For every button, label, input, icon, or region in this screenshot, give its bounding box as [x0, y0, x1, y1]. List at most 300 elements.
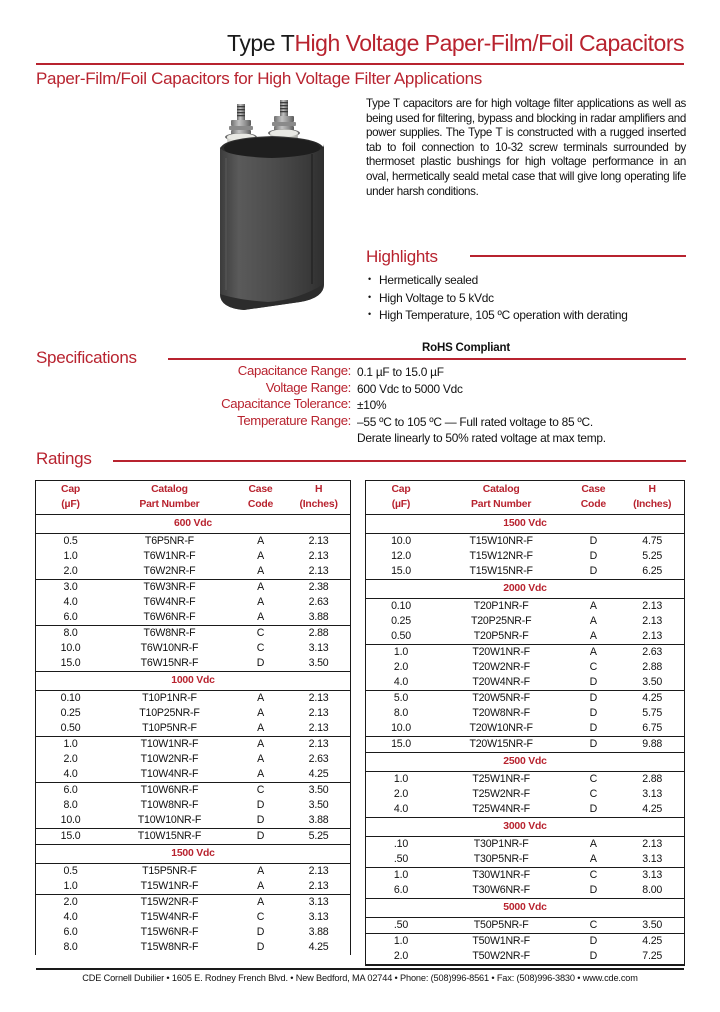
cell-capacitance: 6.0: [63, 926, 78, 938]
specifications-divider: [168, 358, 686, 360]
voltage-group-header-row: [366, 818, 684, 837]
table-row: [366, 883, 684, 899]
table-row: [36, 610, 350, 626]
list-item: • High Temperature, 105 ºC operation with derating: [366, 307, 686, 325]
cell-capacitance: 4.0: [366, 675, 436, 691]
cell-capacitance: 8.0: [63, 627, 78, 639]
cell-height: 3.13: [620, 852, 684, 868]
cell-height: 2.13: [642, 600, 663, 612]
cell-capacitance: 1.0: [393, 935, 409, 947]
title-type-prefix: Type T: [226, 30, 295, 56]
specifications-values: [357, 364, 697, 447]
cell-capacitance: 2.0: [393, 661, 409, 673]
voltage-group-header-row: [36, 672, 350, 691]
page-title: [36, 30, 684, 57]
cell-case-code: A: [566, 629, 620, 645]
cell-capacitance: 0.5: [63, 865, 78, 877]
voltage-group-header-row: [366, 580, 684, 599]
cell-capacitance: 2.0: [63, 753, 78, 765]
cell-case-code: D: [589, 707, 598, 719]
cell-part-number: T20P1NR-F: [473, 600, 529, 612]
cell-height: 3.50: [308, 799, 329, 811]
cell-part-number: T30P5NR-F: [436, 852, 566, 868]
cell-height: 5.25: [642, 550, 663, 562]
cell-height: 2.13: [308, 550, 329, 562]
voltage-group-label: 1000 Vdc: [36, 672, 350, 691]
cell-case-code: D: [589, 884, 598, 896]
table-row: [36, 691, 350, 707]
cell-height: 2.88: [642, 661, 663, 673]
table-row: [366, 852, 684, 868]
voltage-group-label: 5000 Vdc: [366, 899, 684, 918]
cell-capacitance: .10: [393, 838, 409, 850]
col-case-code: Code: [566, 498, 620, 515]
table-row: [36, 879, 350, 895]
cell-case-code: D: [234, 813, 287, 829]
cell-case-code: C: [256, 911, 265, 923]
cell-part-number: T30W6NR-F: [472, 884, 530, 896]
cell-case-code: A: [257, 596, 264, 608]
cell-part-number: T6W8NR-F: [143, 627, 196, 639]
cell-case-code: A: [234, 564, 287, 580]
table-row: [366, 614, 684, 629]
cell-part-number: T10W6NR-F: [140, 784, 199, 796]
voltage-group-label: 600 Vdc: [36, 515, 350, 534]
cell-part-number: T10W4NR-F: [105, 767, 234, 783]
cell-height: 9.88: [642, 738, 663, 750]
highlights-divider: [470, 255, 686, 257]
cell-case-code: A: [257, 535, 264, 547]
table-row: [36, 580, 350, 596]
cell-part-number: T20P25NR-F: [470, 615, 532, 627]
cell-part-number: T6W15NR-F: [140, 657, 199, 669]
cell-capacitance: .50: [366, 918, 436, 934]
cell-height: 4.25: [642, 692, 663, 704]
cell-height: 2.13: [287, 564, 350, 580]
highlights-heading: Highlights: [366, 247, 438, 266]
ratings-table-right: [365, 480, 685, 966]
spec-label: Temperature Range:: [237, 412, 351, 428]
cell-capacitance: 15.0: [391, 738, 411, 750]
title-main-text: High Voltage Paper-Film/Foil Capacitors: [294, 30, 684, 56]
cell-part-number: T6W6NR-F: [105, 610, 234, 626]
cell-part-number: T6W10NR-F: [140, 642, 199, 654]
col-h: H: [648, 484, 656, 495]
cell-height: 5.25: [308, 830, 329, 842]
cell-height: 2.88: [308, 627, 329, 639]
rohs-compliant-badge: RoHS Compliant: [422, 342, 510, 354]
cell-case-code: A: [257, 738, 264, 750]
title-divider: [36, 63, 684, 65]
table-row: [366, 837, 684, 853]
table-header: [36, 481, 350, 515]
table-row: [36, 721, 350, 737]
cell-part-number: T10P1NR-F: [142, 692, 197, 704]
cell-part-number: T25W2NR-F: [472, 788, 530, 800]
cell-case-code: D: [589, 803, 598, 815]
cell-case-code: D: [589, 535, 598, 547]
cell-part-number: T6W3NR-F: [143, 581, 196, 593]
cell-case-code: C: [256, 784, 265, 796]
table-body-right: [366, 515, 684, 965]
table-row: [366, 802, 684, 818]
cell-capacitance: 8.0: [393, 707, 409, 719]
cell-case-code: C: [566, 918, 620, 934]
table-row: [366, 868, 684, 884]
cell-case-code: D: [256, 799, 265, 811]
voltage-group-header-row: [366, 899, 684, 918]
cell-case-code: A: [566, 852, 620, 868]
cell-height: 3.50: [308, 657, 329, 669]
table-row: [366, 675, 684, 691]
cell-capacitance: 1.0: [393, 773, 409, 785]
table-body-left: [36, 515, 350, 956]
cell-height: 3.13: [308, 911, 329, 923]
cell-capacitance: 4.0: [63, 911, 78, 923]
cell-part-number: T20W5NR-F: [472, 692, 530, 704]
col-case-code: Code: [234, 498, 287, 515]
table-row: [36, 813, 350, 829]
cell-part-number: T50W1NR-F: [472, 935, 530, 947]
cell-case-code: A: [257, 692, 264, 704]
table-row: [366, 691, 684, 707]
spec-value: Derate linearly to 50% rated voltage at max temp.: [357, 431, 606, 446]
cell-height: 2.88: [642, 773, 663, 785]
cell-part-number: T15W6NR-F: [140, 926, 199, 938]
capacitor-product-photo: [196, 98, 346, 320]
table-row: [36, 641, 350, 656]
col-catalog: Catalog: [151, 484, 188, 495]
ratings-divider: [113, 460, 686, 462]
cell-capacitance: 2.0: [63, 896, 78, 908]
cell-part-number: T10P25NR-F: [139, 707, 200, 719]
cell-case-code: A: [589, 646, 597, 658]
spec-label: Voltage Range:: [265, 379, 351, 395]
footer-contact-info: CDE Cornell Dubilier • 1605 E. Rodney French Blvd. • New Bedford, MA 02744 • Phone: (508)996-8561 • Fax: (508)996-3830 • www.cde.com: [82, 973, 638, 983]
cell-case-code: A: [589, 600, 597, 612]
cell-capacitance: 12.0: [391, 550, 411, 562]
cell-case-code: A: [257, 896, 264, 908]
cell-height: 3.50: [620, 918, 684, 934]
cell-height: 2.13: [642, 615, 663, 627]
cell-part-number: T30P1NR-F: [473, 838, 529, 850]
cell-case-code: D: [256, 941, 265, 953]
cell-part-number: T15W2NR-F: [140, 896, 199, 908]
cell-capacitance: 6.0: [36, 610, 105, 626]
cell-part-number: T6W2NR-F: [105, 564, 234, 580]
cell-case-code: C: [589, 869, 598, 881]
table-header-row-2: [36, 498, 350, 515]
list-item: • High Voltage to 5 kVdc: [366, 290, 686, 308]
cell-part-number: T20W1NR-F: [472, 646, 530, 658]
cell-part-number: T10W10NR-F: [105, 813, 234, 829]
cell-height: 4.25: [308, 941, 329, 953]
cell-capacitance: 0.25: [60, 707, 81, 719]
table-header-row-1: [36, 481, 350, 498]
cell-case-code: D: [589, 565, 598, 577]
cell-capacitance: 2.0: [393, 950, 409, 962]
cell-height: 2.13: [287, 721, 350, 737]
cell-case-code: D: [256, 830, 265, 842]
cell-case-code: A: [257, 865, 264, 877]
cell-height: 4.25: [642, 803, 663, 815]
col-catalog: Catalog: [482, 484, 520, 495]
specifications-heading: Specifications: [36, 348, 137, 367]
table-header-row-1: [366, 481, 684, 498]
cell-part-number: T10P5NR-F: [105, 721, 234, 737]
cell-height: 3.88: [287, 813, 350, 829]
cell-part-number: T15W4NR-F: [140, 911, 199, 923]
cell-capacitance: 4.0: [393, 803, 409, 815]
cell-height: 2.13: [308, 692, 329, 704]
spec-value: 0.1 µF to 15.0 µF: [357, 365, 444, 379]
cell-case-code: A: [234, 721, 287, 737]
table-row: [366, 645, 684, 661]
col-cap: Cap: [61, 484, 81, 495]
table-row: [366, 787, 684, 802]
table-row: [36, 626, 350, 642]
cell-height: 6.25: [642, 565, 663, 577]
cell-part-number: T20W15NR-F: [469, 738, 533, 750]
cell-part-number: T25W1NR-F: [472, 773, 530, 785]
cell-part-number: T15W12NR-F: [469, 550, 533, 562]
table-row: [366, 549, 684, 564]
specifications-labels: [120, 363, 351, 429]
col-part-number: Part Number: [105, 498, 234, 515]
cell-part-number: T15W10NR-F: [469, 535, 533, 547]
cell-part-number: T6W4NR-F: [143, 596, 196, 608]
cell-height: 3.13: [642, 869, 663, 881]
col-case: Case: [248, 484, 273, 495]
table-row: [36, 564, 350, 580]
cell-part-number: T25W4NR-F: [472, 803, 530, 815]
table-row: [36, 595, 350, 610]
page-subtitle: Paper-Film/Foil Capacitors for High Voltage Filter Applications: [36, 69, 482, 88]
spec-value: –55 ºC to 105 ºC — Full rated voltage to 85 ºC.: [357, 414, 593, 429]
table-row: [36, 767, 350, 783]
table-row: [366, 534, 684, 550]
cell-case-code: A: [257, 753, 264, 765]
cell-capacitance: 10.0: [36, 813, 105, 829]
cell-capacitance: 8.0: [63, 941, 78, 953]
cell-part-number: T10W1NR-F: [140, 738, 199, 750]
cell-height: 4.75: [642, 535, 663, 547]
cell-height: 3.50: [620, 675, 684, 691]
cell-capacitance: 15.0: [60, 657, 81, 669]
voltage-group-label: 1500 Vdc: [366, 515, 684, 534]
cell-case-code: C: [256, 642, 265, 654]
cell-height: 2.13: [642, 838, 663, 850]
cell-part-number: T15P5NR-F: [142, 865, 197, 877]
cell-capacitance: 0.50: [366, 629, 436, 645]
cell-capacitance: 4.0: [63, 596, 78, 608]
cell-part-number: T30W1NR-F: [472, 869, 530, 881]
cell-case-code: D: [589, 692, 598, 704]
cell-case-code: C: [589, 773, 598, 785]
cell-case-code: D: [589, 550, 598, 562]
cell-case-code: C: [589, 661, 598, 673]
cell-part-number: T20W4NR-F: [436, 675, 566, 691]
cell-height: 3.88: [308, 926, 329, 938]
cell-part-number: T10W8NR-F: [140, 799, 199, 811]
table-row: [366, 629, 684, 645]
cell-case-code: A: [234, 610, 287, 626]
cell-capacitance: 0.50: [36, 721, 105, 737]
cell-case-code: A: [257, 550, 264, 562]
cell-height: 5.75: [642, 707, 663, 719]
cell-case-code: D: [589, 738, 598, 750]
col-cap: Cap: [391, 484, 411, 495]
voltage-group-header-row: [366, 753, 684, 772]
voltage-group-label: 1500 Vdc: [36, 845, 350, 864]
cell-case-code: C: [256, 627, 265, 639]
cell-capacitance: 1.0: [393, 646, 409, 658]
cell-height: 2.13: [287, 879, 350, 895]
spec-value: 600 Vdc to 5000 Vdc: [357, 381, 463, 396]
ratings-table: [366, 481, 684, 964]
table-row: [36, 752, 350, 767]
table-row: [36, 910, 350, 925]
table-row: [366, 934, 684, 950]
table-row: [36, 534, 350, 550]
cell-capacitance: 0.10: [60, 692, 81, 704]
ratings-table: [36, 481, 350, 955]
cell-case-code: C: [589, 788, 598, 800]
voltage-group-label: 3000 Vdc: [366, 818, 684, 837]
cell-case-code: D: [256, 926, 265, 938]
cell-height: 2.38: [308, 581, 329, 593]
col-part-number: Part Number: [436, 498, 566, 515]
cell-height: 8.00: [642, 884, 663, 896]
cell-height: 2.13: [308, 707, 329, 719]
col-case: Case: [581, 484, 606, 495]
cell-case-code: D: [256, 657, 265, 669]
footer-divider: [36, 968, 684, 970]
cell-part-number: T20W10NR-F: [436, 721, 566, 737]
cell-capacitance: 0.25: [391, 615, 411, 627]
cell-part-number: T20W8NR-F: [472, 707, 530, 719]
cell-capacitance: 6.0: [63, 784, 78, 796]
cell-height: 3.88: [287, 610, 350, 626]
spec-label: Capacitance Range:: [237, 363, 351, 378]
cell-capacitance: 2.0: [36, 564, 105, 580]
col-h-inches: (Inches): [287, 498, 350, 515]
cell-capacitance: 10.0: [391, 535, 411, 547]
ratings-heading: Ratings: [36, 449, 92, 468]
voltage-group-label: 2500 Vdc: [366, 753, 684, 772]
cell-part-number: T20W2NR-F: [472, 661, 530, 673]
cell-case-code: D: [589, 950, 598, 962]
table-row: [366, 737, 684, 753]
cell-capacitance: 3.0: [63, 581, 78, 593]
cell-case-code: A: [234, 879, 287, 895]
cell-height: 2.13: [620, 629, 684, 645]
cell-capacitance: 1.0: [393, 869, 409, 881]
cell-capacitance: 1.0: [63, 738, 78, 750]
cell-height: 3.50: [308, 784, 329, 796]
cell-part-number: T50P5NR-F: [436, 918, 566, 934]
table-row: [366, 564, 684, 580]
table-row: [36, 829, 350, 845]
cell-case-code: A: [257, 707, 264, 719]
cell-case-code: A: [589, 615, 597, 627]
cell-part-number: T15W8NR-F: [140, 941, 199, 953]
spec-label: Capacitance Tolerance:: [221, 396, 351, 412]
cell-height: 2.13: [308, 738, 329, 750]
table-row: [36, 549, 350, 564]
cell-capacitance: 15.0: [60, 830, 81, 842]
col-cap-unit: (µF): [366, 498, 436, 515]
cell-capacitance: 1.0: [36, 879, 105, 895]
table-row: [366, 660, 684, 675]
cell-part-number: T50W2NR-F: [472, 950, 530, 962]
cell-capacitance: 15.0: [391, 565, 411, 577]
cell-part-number: T10W15NR-F: [137, 830, 202, 842]
table-header-row-2: [366, 498, 684, 515]
cell-part-number: T6P5NR-F: [144, 535, 194, 547]
cell-height: 3.13: [642, 788, 663, 800]
cell-height: 6.75: [620, 721, 684, 737]
table-row: [36, 798, 350, 813]
cell-height: 2.13: [308, 865, 329, 877]
table-row: [36, 895, 350, 911]
cell-capacitance: 0.5: [63, 535, 78, 547]
col-h: H: [314, 484, 323, 495]
cell-part-number: T6W1NR-F: [143, 550, 196, 562]
spec-value: ±10%: [357, 398, 387, 413]
voltage-group-header-row: [36, 515, 350, 534]
cell-case-code: D: [566, 675, 620, 691]
cell-capacitance: 1.0: [63, 550, 78, 562]
cell-capacitance: 8.0: [63, 799, 78, 811]
cell-height: 2.63: [308, 753, 329, 765]
table-row: [366, 949, 684, 964]
col-cap-unit: (µF): [36, 498, 105, 515]
cell-height: 2.63: [308, 596, 329, 608]
cell-capacitance: 0.10: [391, 600, 411, 612]
cell-capacitance: 2.0: [393, 788, 409, 800]
table-row: [366, 599, 684, 615]
voltage-group-header-row: [366, 515, 684, 534]
cell-case-code: D: [566, 721, 620, 737]
cell-part-number: T20P5NR-F: [436, 629, 566, 645]
table-row: [36, 925, 350, 940]
table-row: [36, 864, 350, 880]
cell-capacitance: .50: [366, 852, 436, 868]
cell-capacitance: 6.0: [393, 884, 409, 896]
cell-height: 3.13: [308, 896, 329, 908]
table-row: [366, 772, 684, 788]
cell-case-code: A: [589, 838, 597, 850]
list-item: • Hermetically sealed: [366, 272, 686, 290]
cell-case-code: A: [234, 767, 287, 783]
table-row: [36, 656, 350, 672]
cell-height: 4.25: [642, 935, 663, 947]
table-row: [36, 737, 350, 753]
cell-capacitance: 10.0: [366, 721, 436, 737]
ratings-table-left: [35, 480, 351, 955]
cell-case-code: A: [257, 581, 264, 593]
voltage-group-header-row: [36, 845, 350, 864]
table-row: [36, 706, 350, 721]
cell-height: 2.63: [642, 646, 663, 658]
table-row: [366, 706, 684, 721]
table-row: [366, 721, 684, 737]
cell-part-number: T15W15NR-F: [469, 565, 533, 577]
cell-part-number: T15W1NR-F: [105, 879, 234, 895]
cell-case-code: D: [589, 935, 598, 947]
cell-part-number: T10W2NR-F: [140, 753, 199, 765]
